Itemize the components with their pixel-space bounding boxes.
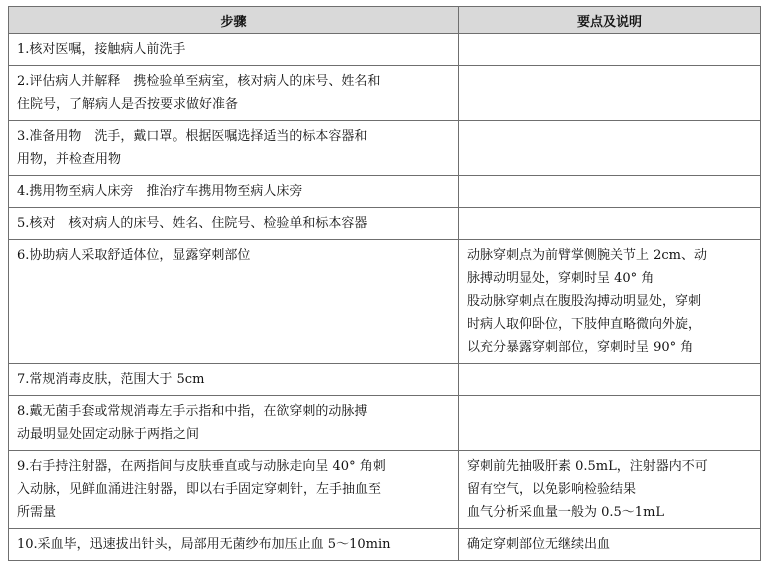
- step-text-line: 6.协助病人采取舒适体位，显露穿刺部位: [17, 248, 251, 263]
- table-header-row: [9, 7, 761, 34]
- table-row: [9, 121, 761, 176]
- table-body: [9, 34, 761, 561]
- procedure-table: [8, 6, 761, 561]
- note-cell: [459, 240, 761, 364]
- note-cell: [459, 34, 761, 66]
- note-cell: [459, 66, 761, 121]
- note-text-line: 穿刺前先抽吸肝素 0.5mL，注射器内不可: [467, 459, 708, 474]
- table-row: [9, 208, 761, 240]
- table-row: [9, 66, 761, 121]
- note-text-line: 血气分析采血量一般为 0.5～1mL: [467, 505, 665, 520]
- step-cell: [9, 121, 459, 176]
- step-text-line: 9.右手持注射器，在两指间与皮肤垂直或与动脉走向呈 40° 角刺: [17, 459, 386, 474]
- step-text-line: 所需量: [17, 505, 57, 520]
- table-row: [9, 451, 761, 529]
- step-cell: [9, 34, 459, 66]
- table-row: [9, 396, 761, 451]
- note-cell: [459, 121, 761, 176]
- step-cell: [9, 529, 459, 561]
- step-cell: [9, 364, 459, 396]
- step-cell: [9, 66, 459, 121]
- note-cell: [459, 176, 761, 208]
- step-text-line: 8.戴无菌手套或常规消毒左手示指和中指，在欲穿刺的动脉搏: [17, 404, 368, 419]
- step-text-line: 10.采血毕，迅速拔出针头，局部用无菌纱布加压止血 5～10min: [17, 537, 391, 552]
- note-text-line: 动脉穿刺点为前臂掌侧腕关节上 2cm、动: [467, 248, 708, 263]
- note-cell: [459, 529, 761, 561]
- step-text-line: 5.核对 核对病人的床号、姓名、住院号、检验单和标本容器: [17, 216, 368, 231]
- step-text-line: 1.核对医嘱，接触病人前洗手: [17, 42, 186, 57]
- note-text-line: 确定穿刺部位无继续出血: [467, 537, 611, 552]
- table-row: [9, 240, 761, 364]
- note-text-line: 脉搏动明显处，穿刺时呈 40° 角: [467, 271, 655, 286]
- step-cell: [9, 451, 459, 529]
- step-text-line: 4.携用物至病人床旁 推治疗车携用物至病人床旁: [17, 184, 303, 199]
- step-text-line: 入动脉，见鲜血涌进注射器，即以右手固定穿刺针，左手抽血至: [17, 482, 382, 497]
- note-text-line: 以充分暴露穿刺部位，穿刺时呈 90° 角: [467, 340, 694, 355]
- step-text-line: 7.常规消毒皮肤，范围大于 5cm: [17, 372, 205, 387]
- table-row: [9, 364, 761, 396]
- step-cell: [9, 208, 459, 240]
- step-text-line: 动最明显处固定动脉于两指之间: [17, 427, 200, 442]
- step-cell: [9, 176, 459, 208]
- note-text-line: 留有空气，以免影响检验结果: [467, 482, 637, 497]
- table-row: [9, 176, 761, 208]
- header-notes: 要点及说明: [459, 7, 761, 34]
- note-cell: [459, 451, 761, 529]
- step-cell: [9, 396, 459, 451]
- note-cell: [459, 396, 761, 451]
- note-cell: [459, 364, 761, 396]
- step-text-line: 住院号，了解病人是否按要求做好准备: [17, 97, 239, 112]
- step-text-line: 3.准备用物 洗手，戴口罩。根据医嘱选择适当的标本容器和: [17, 129, 368, 144]
- note-text-line: 时病人取仰卧位，下肢伸直略微向外旋，: [467, 317, 702, 332]
- step-text-line: 用物，并检查用物: [17, 152, 122, 167]
- note-text-line: 股动脉穿刺点在腹股沟搏动明显处，穿刺: [467, 294, 702, 309]
- step-text-line: 2.评估病人并解释 携检验单至病室，核对病人的床号、姓名和: [17, 74, 381, 89]
- table-row: [9, 34, 761, 66]
- step-cell: [9, 240, 459, 364]
- note-cell: [459, 208, 761, 240]
- table-row: [9, 529, 761, 561]
- header-step: 步骤: [9, 7, 459, 34]
